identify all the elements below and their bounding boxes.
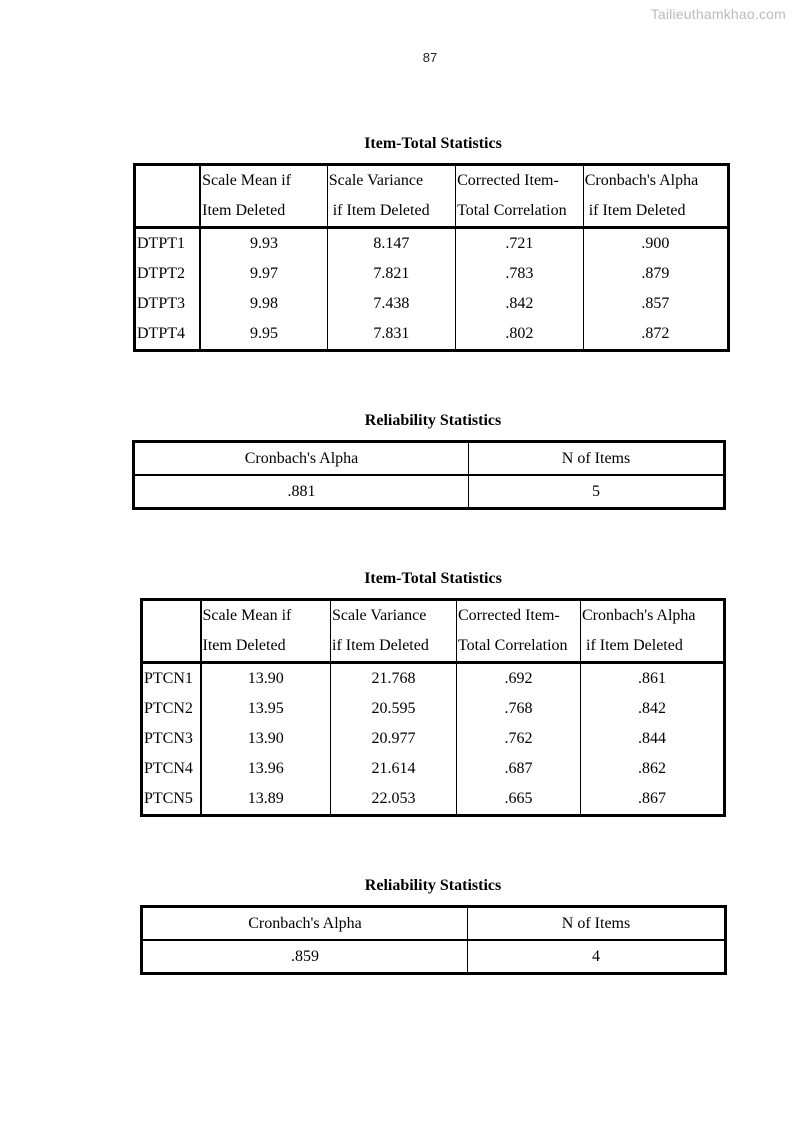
cell: .762 [457,724,581,754]
table-row [135,289,729,319]
table-header-row [135,165,729,228]
cell: .862 [581,754,725,784]
cell: 21.768 [331,663,457,695]
header-cell: Corrected Item- Total Correlation [457,600,581,663]
cell: 13.89 [201,784,331,816]
cell: .842 [581,694,725,724]
cell: 21.614 [331,754,457,784]
cronbach-alpha-value: .881 [134,475,469,509]
row-label: DTPT4 [135,319,201,351]
row-label: PTCN5 [142,784,201,816]
table-header-row [142,600,725,663]
table-row [135,259,729,289]
cell: 13.90 [201,724,331,754]
page-number: 87 [422,50,438,65]
cell: .802 [456,319,584,351]
cell: 8.147 [327,228,455,260]
corner-cell [135,165,201,228]
cell: 9.98 [200,289,327,319]
table-row [142,663,725,695]
cell: .721 [456,228,584,260]
watermark: Tailieuthamkhao.com [650,6,786,22]
header-cell: Cronbach's Alpha [142,907,468,941]
cell: 9.95 [200,319,327,351]
row-label: PTCN4 [142,754,201,784]
cell: 9.93 [200,228,327,260]
cell: 20.977 [331,724,457,754]
corner-cell [142,600,201,663]
row-label: PTCN1 [142,663,201,695]
cell: 7.821 [327,259,455,289]
cell: .844 [581,724,725,754]
row-label: PTCN2 [142,694,201,724]
table-row [134,475,725,509]
table-row [142,784,725,816]
reliability1-title: Reliability Statistics [364,412,502,429]
row-label: DTPT3 [135,289,201,319]
cell: .687 [457,754,581,784]
cell: .768 [457,694,581,724]
cell: .861 [581,663,725,695]
cell: 13.95 [201,694,331,724]
table-row [135,228,729,260]
row-label: DTPT1 [135,228,201,260]
item-total-table-dtpt [133,163,730,352]
header-cell: Cronbach's Alpha [134,442,469,476]
header-cell: N of Items [469,442,725,476]
cell: 20.595 [331,694,457,724]
cell: .867 [581,784,725,816]
table2-title: Item-Total Statistics [364,570,502,587]
table-row [142,754,725,784]
cell: 7.831 [327,319,455,351]
table-header-row [134,442,725,476]
cell: 9.97 [200,259,327,289]
table-header-row [142,907,726,941]
cell: .692 [457,663,581,695]
table1-title: Item-Total Statistics [364,135,502,152]
header-cell: Corrected Item- Total Correlation [456,165,584,228]
table-row [142,724,725,754]
cell: 7.438 [327,289,455,319]
reliability-table-1 [132,440,726,510]
header-cell: Scale Mean if Item Deleted [201,600,331,663]
header-cell: Scale Variance if Item Deleted [331,600,457,663]
header-cell: Cronbach's Alpha if Item Deleted [583,165,728,228]
n-items-value: 4 [468,940,726,974]
header-cell: Cronbach's Alpha if Item Deleted [581,600,725,663]
table-row [142,940,726,974]
header-cell: Scale Variance if Item Deleted [327,165,455,228]
header-cell: N of Items [468,907,726,941]
cell: .665 [457,784,581,816]
table-row [142,694,725,724]
cell: .842 [456,289,584,319]
reliability-table-2 [140,905,727,975]
cell: 13.96 [201,754,331,784]
n-items-value: 5 [469,475,725,509]
row-label: PTCN3 [142,724,201,754]
cell: .872 [583,319,728,351]
cell: 22.053 [331,784,457,816]
cronbach-alpha-value: .859 [142,940,468,974]
cell: .900 [583,228,728,260]
cell: .783 [456,259,584,289]
cell: .857 [583,289,728,319]
table-row [135,319,729,351]
row-label: DTPT2 [135,259,201,289]
header-cell: Scale Mean if Item Deleted [200,165,327,228]
cell: .879 [583,259,728,289]
cell: 13.90 [201,663,331,695]
item-total-table-ptcn [140,598,726,817]
reliability2-title: Reliability Statistics [364,877,502,894]
